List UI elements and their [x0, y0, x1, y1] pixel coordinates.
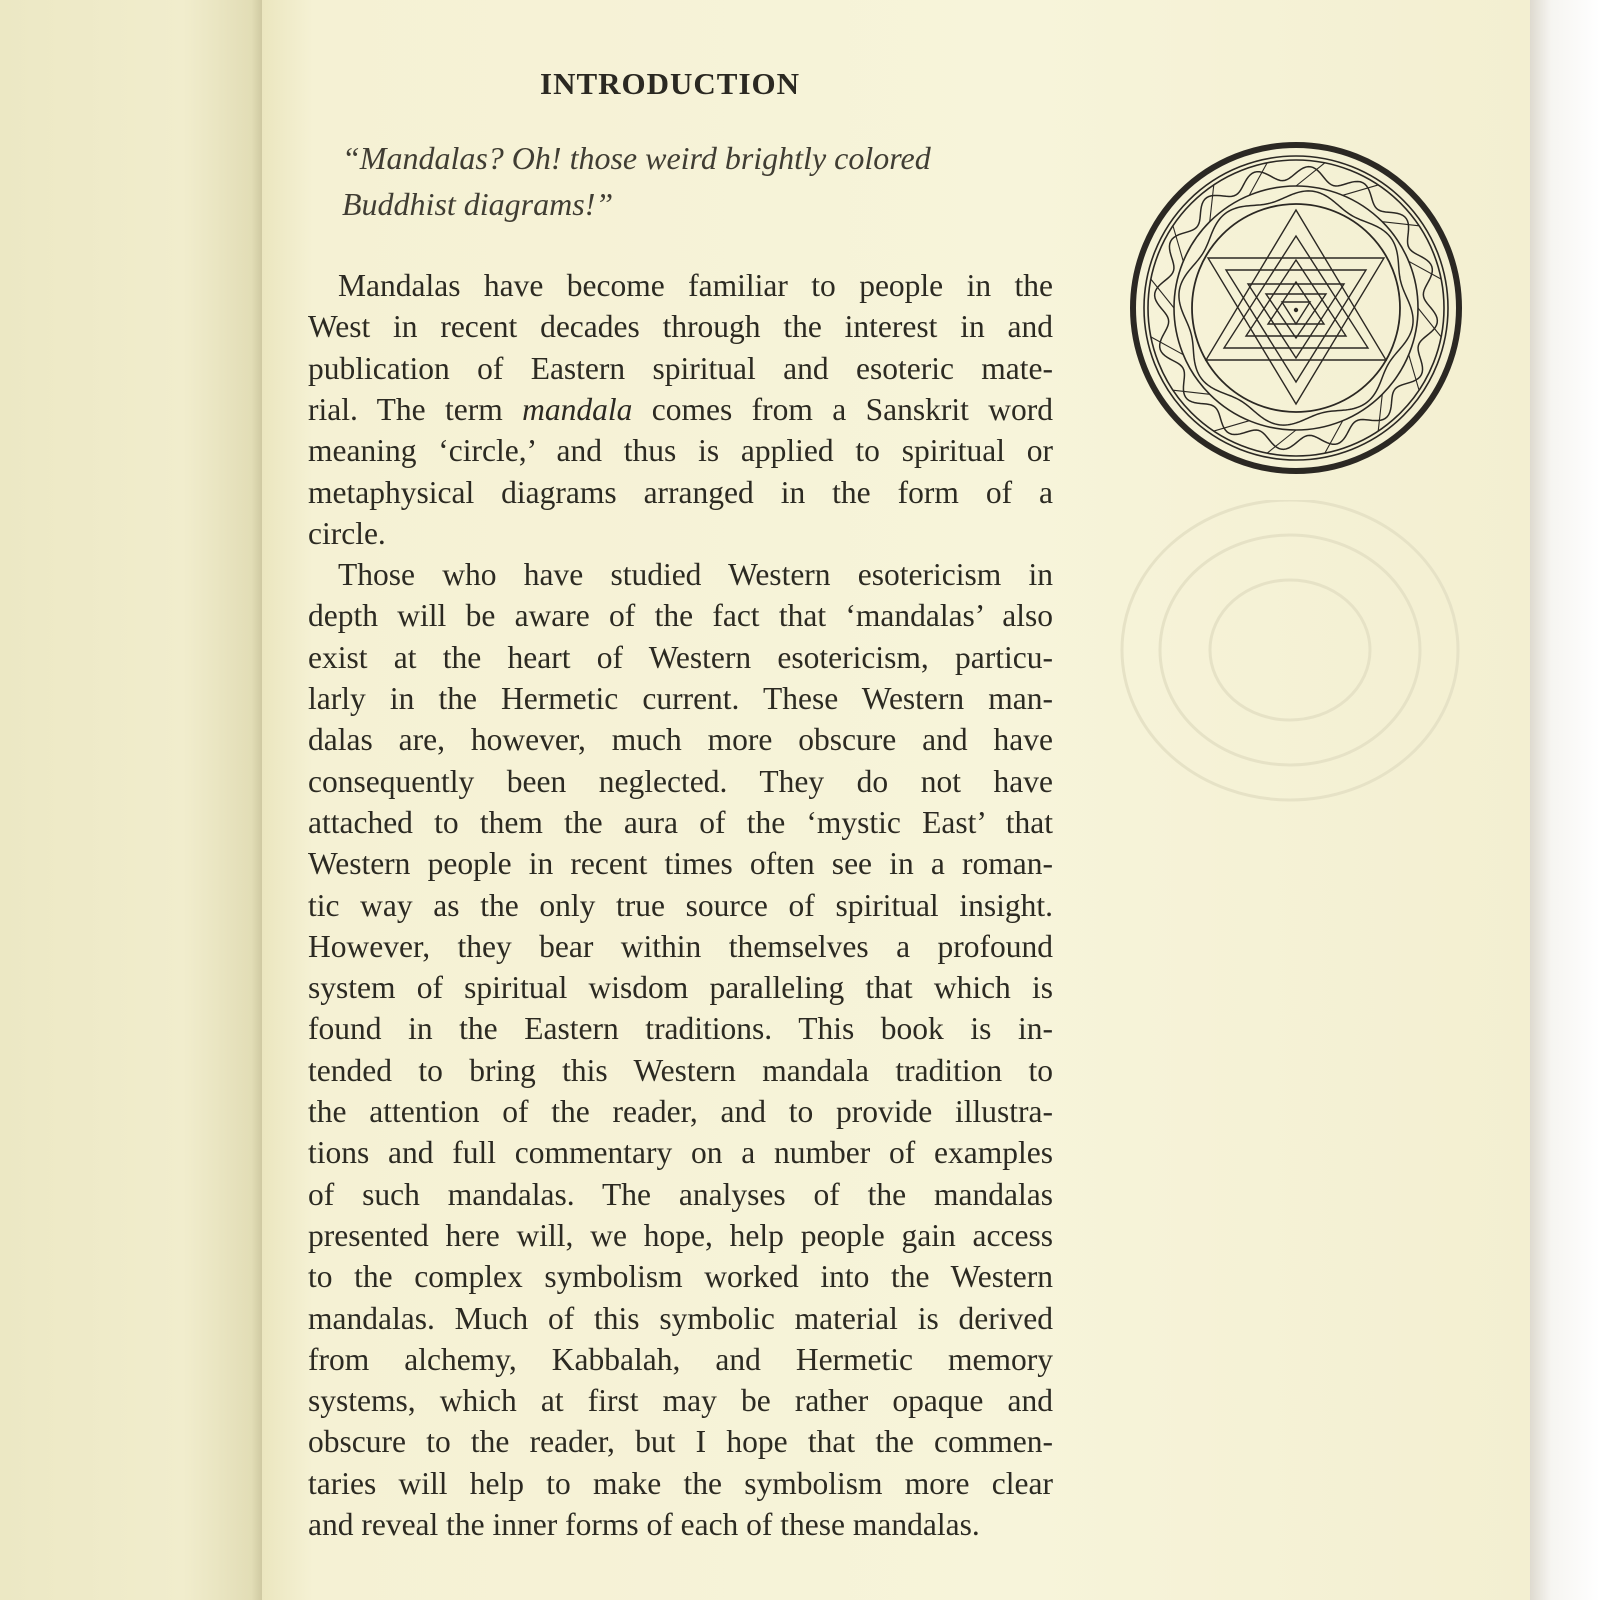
text-run: Mandalas have become familiar to people in the — [338, 268, 1053, 303]
text-line: from alchemy, Kabbalah, and Hermetic memory — [308, 1341, 1053, 1377]
text-line — [308, 306, 1053, 347]
text-line — [308, 430, 1053, 471]
text-line: larly in the Hermetic current. These Western man- — [308, 681, 1053, 716]
text-line — [308, 348, 1053, 389]
sri-yantra-mandala-icon — [1124, 136, 1468, 480]
text-line: obscure to the reader, but I hope that the commen- — [308, 1424, 1053, 1460]
text-line: to the complex symbolism worked into the Western — [308, 1259, 1053, 1295]
text-line: depth will be aware of the fact that ‘mandalas’ also — [308, 598, 1053, 634]
text-line — [308, 513, 1053, 554]
text-line: attached to them the aura of the ‘mystic East’ that — [308, 804, 1053, 840]
italic-term: mandala — [522, 391, 633, 427]
text-run: metaphysical diagrams arranged in the form of a — [308, 474, 1053, 510]
text-line: However, they bear within themselves a profound — [308, 928, 1053, 964]
text-line: of such mandalas. The analyses of the mandalas — [308, 1176, 1053, 1212]
text-line: exist at the heart of Western esotericism, particu- — [308, 639, 1053, 675]
text-line: mandalas. Much of this symbolic material is derived — [308, 1300, 1053, 1336]
text-line: presented here will, we hope, help people gain access — [308, 1217, 1053, 1253]
show-through-mandala-icon — [1110, 500, 1470, 820]
text-line: consequently been neglected. They do not have — [308, 763, 1053, 799]
text-line: found in the Eastern traditions. This book is in- — [308, 1011, 1053, 1047]
text-line: system of spiritual wisdom paralleling that which is — [308, 970, 1053, 1006]
text-line: the attention of the reader, and to provide illustra- — [308, 1094, 1053, 1129]
text-line: tended to bring this Western mandala tradition to — [308, 1052, 1053, 1088]
text-run: publication of Eastern spiritual and esoteric mate- — [308, 350, 1053, 386]
epigraph-line: “Mandalas? Oh! those weird brightly colored — [342, 140, 931, 176]
text-line — [308, 389, 1053, 430]
text-line: Those who have studied Western esotericism in — [338, 557, 1053, 593]
left-page — [0, 0, 262, 1600]
text-line: systems, which at first may be rather opaque and — [308, 1383, 1053, 1419]
text-line — [308, 472, 1053, 513]
text-line — [338, 265, 1053, 306]
text-run: rial. The term — [308, 391, 523, 427]
text-line: Western people in recent times often see in a roman- — [308, 846, 1053, 882]
text-run: meaning ‘circle,’ and thus is applied to spiritual or — [308, 433, 1053, 469]
text-line: tic way as the only true source of spiritual insight. — [308, 887, 1053, 923]
text-line: dalas are, however, much more obscure and have — [308, 722, 1053, 758]
text-line: taries will help to make the symbolism more clear — [308, 1465, 1053, 1501]
text-run: circle. — [308, 515, 386, 551]
text-run: West in recent decades through the interest in and — [308, 309, 1053, 345]
text-line: and reveal the inner forms of each of these mandalas. — [308, 1507, 980, 1542]
text-run: comes from a Sanskrit word — [632, 391, 1053, 427]
page-edge — [1530, 0, 1600, 1600]
text-line: tions and full commentary on a number of examples — [308, 1135, 1053, 1171]
chapter-title: INTRODUCTION — [540, 66, 801, 101]
epigraph-line: Buddhist diagrams!” — [342, 186, 614, 222]
